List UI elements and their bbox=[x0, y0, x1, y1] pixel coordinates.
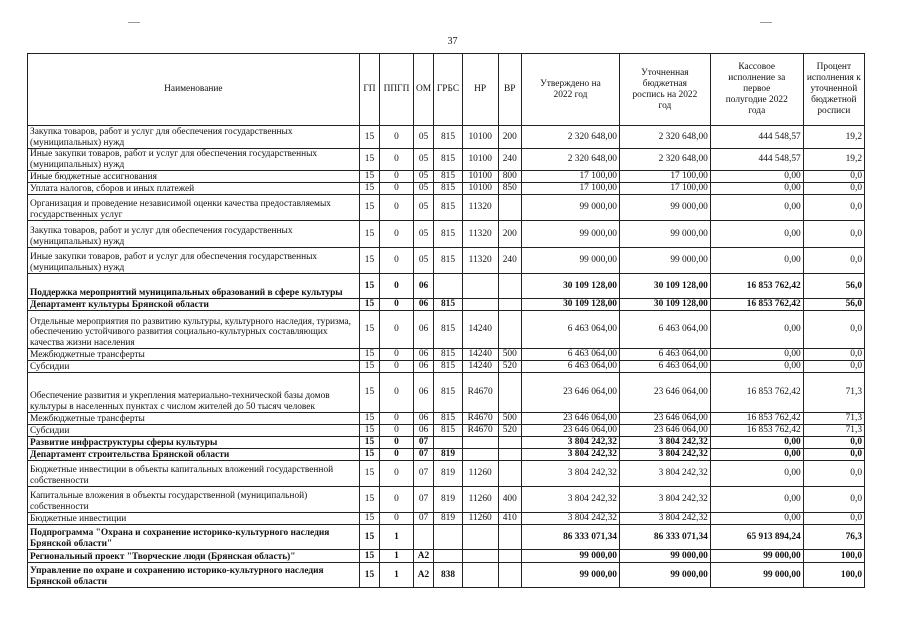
cell-ppgp: 0 bbox=[380, 461, 414, 487]
cell-approved: 99 000,00 bbox=[521, 550, 619, 563]
cell-np: 10100 bbox=[462, 126, 498, 149]
cell-ppgp: 0 bbox=[380, 221, 414, 248]
cell-om: 06 bbox=[413, 349, 433, 361]
cell-gp: 15 bbox=[359, 437, 379, 449]
cell-om: 07 bbox=[413, 487, 433, 513]
cell-cash: 0,00 bbox=[710, 513, 803, 525]
cell-percent: 76,3 bbox=[803, 525, 864, 550]
cell-grbs bbox=[434, 525, 463, 550]
cell-vr bbox=[498, 274, 521, 299]
cell-om: 06 bbox=[413, 373, 433, 413]
cell-name: Управление по охране и сохранению историко-культурного наследия Брянской области bbox=[28, 563, 360, 588]
cell-cash: 0,00 bbox=[710, 311, 803, 349]
scan-mark-right bbox=[760, 22, 772, 23]
table-row bbox=[28, 563, 865, 588]
cell-gp: 15 bbox=[359, 513, 379, 525]
cell-cash: 0,00 bbox=[710, 171, 803, 183]
cell-ppgp: 0 bbox=[380, 437, 414, 449]
cell-gp: 15 bbox=[359, 373, 379, 413]
cell-om: 06 bbox=[413, 274, 433, 299]
cell-np bbox=[462, 274, 498, 299]
table-row bbox=[28, 274, 865, 299]
cell-grbs: 815 bbox=[434, 413, 463, 425]
cell-approved: 3 804 242,32 bbox=[521, 449, 619, 461]
cell-gp: 15 bbox=[359, 311, 379, 349]
table-row bbox=[28, 373, 865, 413]
cell-name: Межбюджетные трансферты bbox=[28, 349, 360, 361]
cell-grbs: 815 bbox=[434, 221, 463, 248]
col-header-name: Наименование bbox=[28, 54, 360, 126]
cell-om bbox=[413, 525, 433, 550]
cell-vr bbox=[498, 195, 521, 221]
cell-cash: 0,00 bbox=[710, 461, 803, 487]
cell-grbs: 815 bbox=[434, 361, 463, 373]
cell-percent: 0,0 bbox=[803, 195, 864, 221]
cell-cash: 16 853 762,42 bbox=[710, 274, 803, 299]
cell-name: Закупка товаров, работ и услуг для обеспечения государственных (муниципальных) нужд bbox=[28, 126, 360, 149]
col-header-om: ОМ bbox=[413, 54, 433, 126]
cell-vr: 500 bbox=[498, 413, 521, 425]
cell-om: 07 bbox=[413, 513, 433, 525]
cell-refined: 30 109 128,00 bbox=[619, 299, 710, 311]
table-row bbox=[28, 248, 865, 274]
cell-gp: 15 bbox=[359, 248, 379, 274]
cell-np: 10100 bbox=[462, 149, 498, 171]
cell-gp: 15 bbox=[359, 525, 379, 550]
cell-np: 11260 bbox=[462, 461, 498, 487]
cell-vr: 240 bbox=[498, 149, 521, 171]
cell-np: 14240 bbox=[462, 349, 498, 361]
table-row bbox=[28, 361, 865, 373]
cell-grbs: 815 bbox=[434, 373, 463, 413]
cell-name: Иные бюджетные ассигнования bbox=[28, 171, 360, 183]
cell-gp: 15 bbox=[359, 563, 379, 588]
cell-vr: 500 bbox=[498, 349, 521, 361]
cell-approved: 99 000,00 bbox=[521, 195, 619, 221]
cell-refined: 17 100,00 bbox=[619, 183, 710, 195]
budget-execution-table bbox=[27, 53, 865, 588]
cell-om: 06 bbox=[413, 425, 433, 437]
cell-np: 11320 bbox=[462, 195, 498, 221]
cell-percent: 0,0 bbox=[803, 171, 864, 183]
cell-np: 10100 bbox=[462, 183, 498, 195]
cell-approved: 6 463 064,00 bbox=[521, 311, 619, 349]
cell-grbs: 815 bbox=[434, 248, 463, 274]
cell-percent: 0,0 bbox=[803, 461, 864, 487]
cell-name: Субсидии bbox=[28, 361, 360, 373]
cell-ppgp: 0 bbox=[380, 349, 414, 361]
cell-grbs: 815 bbox=[434, 299, 463, 311]
cell-cash: 16 853 762,42 bbox=[710, 425, 803, 437]
cell-approved: 17 100,00 bbox=[521, 183, 619, 195]
table-row bbox=[28, 183, 865, 195]
table-body bbox=[28, 126, 865, 588]
cell-name: Региональный проект "Творческие люди (Брянская область)" bbox=[28, 550, 360, 563]
cell-approved: 3 804 242,32 bbox=[521, 437, 619, 449]
cell-om: 06 bbox=[413, 413, 433, 425]
cell-vr: 800 bbox=[498, 171, 521, 183]
scan-mark-left bbox=[128, 22, 140, 23]
cell-name: Развитие инфраструктуры сферы культуры bbox=[28, 437, 360, 449]
col-header-grbs: ГРБС bbox=[434, 54, 463, 126]
table-row bbox=[28, 311, 865, 349]
cell-gp: 15 bbox=[359, 299, 379, 311]
cell-ppgp: 0 bbox=[380, 274, 414, 299]
cell-np: 11260 bbox=[462, 487, 498, 513]
cell-refined: 99 000,00 bbox=[619, 195, 710, 221]
cell-gp: 15 bbox=[359, 487, 379, 513]
cell-np bbox=[462, 563, 498, 588]
cell-vr bbox=[498, 461, 521, 487]
cell-np: 11260 bbox=[462, 513, 498, 525]
cell-cash: 0,00 bbox=[710, 361, 803, 373]
cell-refined: 99 000,00 bbox=[619, 248, 710, 274]
cell-name: Департамент строительства Брянской области bbox=[28, 449, 360, 461]
cell-refined: 23 646 064,00 bbox=[619, 413, 710, 425]
cell-refined: 3 804 242,32 bbox=[619, 487, 710, 513]
cell-gp: 15 bbox=[359, 171, 379, 183]
cell-ppgp: 0 bbox=[380, 299, 414, 311]
cell-refined: 17 100,00 bbox=[619, 171, 710, 183]
col-header-refined: Уточненная бюджетная роспись на 2022 год bbox=[619, 54, 710, 126]
cell-name: Поддержка мероприятий муниципальных образований в сфере культуры bbox=[28, 274, 360, 299]
cell-name: Бюджетные инвестиции bbox=[28, 513, 360, 525]
table-row bbox=[28, 299, 865, 311]
cell-grbs: 819 bbox=[434, 513, 463, 525]
cell-percent: 100,0 bbox=[803, 550, 864, 563]
table-row bbox=[28, 171, 865, 183]
cell-approved: 30 109 128,00 bbox=[521, 274, 619, 299]
cell-name: Бюджетные инвестиции в объекты капитальных вложений государственной собственности bbox=[28, 461, 360, 487]
cell-percent: 0,0 bbox=[803, 487, 864, 513]
col-header-gp: ГП bbox=[359, 54, 379, 126]
cell-percent: 0,0 bbox=[803, 349, 864, 361]
cell-ppgp: 0 bbox=[380, 449, 414, 461]
cell-gp: 15 bbox=[359, 550, 379, 563]
table-row bbox=[28, 221, 865, 248]
cell-ppgp: 0 bbox=[380, 513, 414, 525]
cell-cash: 65 913 894,24 bbox=[710, 525, 803, 550]
cell-ppgp: 0 bbox=[380, 487, 414, 513]
cell-np bbox=[462, 449, 498, 461]
cell-np: 14240 bbox=[462, 361, 498, 373]
table-row bbox=[28, 513, 865, 525]
cell-grbs bbox=[434, 274, 463, 299]
cell-percent: 0,0 bbox=[803, 248, 864, 274]
cell-refined: 99 000,00 bbox=[619, 563, 710, 588]
cell-gp: 15 bbox=[359, 413, 379, 425]
cell-grbs bbox=[434, 550, 463, 563]
cell-name: Уплата налогов, сборов и иных платежей bbox=[28, 183, 360, 195]
cell-percent: 0,0 bbox=[803, 437, 864, 449]
cell-approved: 2 320 648,00 bbox=[521, 149, 619, 171]
cell-np: 10100 bbox=[462, 171, 498, 183]
cell-refined: 23 646 064,00 bbox=[619, 373, 710, 413]
cell-ppgp: 0 bbox=[380, 413, 414, 425]
cell-refined: 23 646 064,00 bbox=[619, 425, 710, 437]
cell-approved: 3 804 242,32 bbox=[521, 487, 619, 513]
page-number: 37 bbox=[447, 36, 458, 47]
cell-cash: 0,00 bbox=[710, 349, 803, 361]
cell-grbs: 815 bbox=[434, 425, 463, 437]
cell-om: 06 bbox=[413, 299, 433, 311]
cell-refined: 2 320 648,00 bbox=[619, 126, 710, 149]
cell-name: Закупка товаров, работ и услуг для обеспечения государственных (муниципальных) нужд bbox=[28, 221, 360, 248]
cell-name: Межбюджетные трансферты bbox=[28, 413, 360, 425]
cell-percent: 19,2 bbox=[803, 126, 864, 149]
cell-vr: 240 bbox=[498, 248, 521, 274]
cell-grbs: 815 bbox=[434, 149, 463, 171]
cell-np bbox=[462, 550, 498, 563]
cell-approved: 17 100,00 bbox=[521, 171, 619, 183]
cell-vr bbox=[498, 550, 521, 563]
cell-refined: 6 463 064,00 bbox=[619, 361, 710, 373]
table-row bbox=[28, 425, 865, 437]
cell-ppgp: 1 bbox=[380, 525, 414, 550]
cell-vr: 520 bbox=[498, 425, 521, 437]
cell-om: 06 bbox=[413, 311, 433, 349]
cell-cash: 0,00 bbox=[710, 248, 803, 274]
cell-approved: 2 320 648,00 bbox=[521, 126, 619, 149]
cell-vr bbox=[498, 525, 521, 550]
cell-grbs: 815 bbox=[434, 126, 463, 149]
cell-name: Подпрограмма "Охрана и сохранение историко-культурного наследия Брянской области" bbox=[28, 525, 360, 550]
cell-vr: 410 bbox=[498, 513, 521, 525]
cell-grbs: 815 bbox=[434, 311, 463, 349]
cell-name: Иные закупки товаров, работ и услуг для обеспечения государственных (муниципальных) нужд bbox=[28, 149, 360, 171]
cell-om: 07 bbox=[413, 449, 433, 461]
cell-gp: 15 bbox=[359, 126, 379, 149]
cell-refined: 6 463 064,00 bbox=[619, 349, 710, 361]
cell-cash: 0,00 bbox=[710, 449, 803, 461]
table-row bbox=[28, 126, 865, 149]
cell-approved: 23 646 064,00 bbox=[521, 373, 619, 413]
cell-om: 05 bbox=[413, 171, 433, 183]
cell-percent: 56,0 bbox=[803, 299, 864, 311]
cell-grbs: 819 bbox=[434, 449, 463, 461]
cell-grbs: 815 bbox=[434, 171, 463, 183]
cell-np bbox=[462, 437, 498, 449]
cell-cash: 0,00 bbox=[710, 487, 803, 513]
cell-gp: 15 bbox=[359, 349, 379, 361]
cell-cash: 16 853 762,42 bbox=[710, 373, 803, 413]
cell-ppgp: 0 bbox=[380, 126, 414, 149]
cell-grbs: 819 bbox=[434, 487, 463, 513]
cell-percent: 0,0 bbox=[803, 449, 864, 461]
cell-percent: 71,3 bbox=[803, 373, 864, 413]
cell-refined: 3 804 242,32 bbox=[619, 513, 710, 525]
cell-approved: 3 804 242,32 bbox=[521, 461, 619, 487]
cell-ppgp: 0 bbox=[380, 311, 414, 349]
cell-np: R4670 bbox=[462, 413, 498, 425]
cell-cash: 99 000,00 bbox=[710, 563, 803, 588]
cell-percent: 56,0 bbox=[803, 274, 864, 299]
cell-percent: 71,3 bbox=[803, 413, 864, 425]
cell-refined: 3 804 242,32 bbox=[619, 461, 710, 487]
cell-refined: 2 320 648,00 bbox=[619, 149, 710, 171]
cell-refined: 99 000,00 bbox=[619, 221, 710, 248]
cell-refined: 30 109 128,00 bbox=[619, 274, 710, 299]
table-row bbox=[28, 437, 865, 449]
table-row bbox=[28, 525, 865, 550]
cell-approved: 6 463 064,00 bbox=[521, 361, 619, 373]
cell-cash: 99 000,00 bbox=[710, 550, 803, 563]
cell-ppgp: 1 bbox=[380, 563, 414, 588]
cell-vr bbox=[498, 373, 521, 413]
cell-om: 05 bbox=[413, 149, 433, 171]
cell-om: 07 bbox=[413, 437, 433, 449]
cell-name: Организация и проведение независимой оценки качества предоставляемых государственных услуг bbox=[28, 195, 360, 221]
cell-grbs: 815 bbox=[434, 195, 463, 221]
cell-gp: 15 bbox=[359, 195, 379, 221]
cell-om: 05 bbox=[413, 183, 433, 195]
cell-cash: 444 548,57 bbox=[710, 126, 803, 149]
cell-vr: 200 bbox=[498, 221, 521, 248]
cell-om: 06 bbox=[413, 361, 433, 373]
cell-grbs: 819 bbox=[434, 461, 463, 487]
cell-approved: 99 000,00 bbox=[521, 248, 619, 274]
table-row bbox=[28, 461, 865, 487]
cell-ppgp: 0 bbox=[380, 248, 414, 274]
cell-name: Департамент культуры Брянской области bbox=[28, 299, 360, 311]
cell-gp: 15 bbox=[359, 461, 379, 487]
cell-om: 07 bbox=[413, 461, 433, 487]
col-header-vr: ВР bbox=[498, 54, 521, 126]
cell-gp: 15 bbox=[359, 149, 379, 171]
cell-vr bbox=[498, 437, 521, 449]
cell-grbs: 838 bbox=[434, 563, 463, 588]
cell-np bbox=[462, 299, 498, 311]
cell-percent: 0,0 bbox=[803, 183, 864, 195]
cell-approved: 86 333 071,34 bbox=[521, 525, 619, 550]
cell-percent: 0,0 bbox=[803, 221, 864, 248]
cell-gp: 15 bbox=[359, 183, 379, 195]
cell-ppgp: 0 bbox=[380, 183, 414, 195]
cell-refined: 6 463 064,00 bbox=[619, 311, 710, 349]
cell-name: Обеспечение развития и укрепления материально-технической базы домов культуры в населенных пунктах с числом жителей до 50 тысяч человек bbox=[28, 373, 360, 413]
cell-cash: 16 853 762,42 bbox=[710, 299, 803, 311]
cell-gp: 15 bbox=[359, 425, 379, 437]
cell-grbs: 815 bbox=[434, 183, 463, 195]
table-row bbox=[28, 487, 865, 513]
cell-approved: 6 463 064,00 bbox=[521, 349, 619, 361]
cell-approved: 23 646 064,00 bbox=[521, 425, 619, 437]
cell-percent: 71,3 bbox=[803, 425, 864, 437]
cell-approved: 23 646 064,00 bbox=[521, 413, 619, 425]
cell-refined: 86 333 071,34 bbox=[619, 525, 710, 550]
table-row bbox=[28, 149, 865, 171]
cell-cash: 16 853 762,42 bbox=[710, 413, 803, 425]
cell-ppgp: 0 bbox=[380, 195, 414, 221]
cell-gp: 15 bbox=[359, 449, 379, 461]
table-row bbox=[28, 550, 865, 563]
cell-vr: 520 bbox=[498, 361, 521, 373]
cell-cash: 0,00 bbox=[710, 437, 803, 449]
cell-om: 05 bbox=[413, 126, 433, 149]
col-header-percent: Процент исполнения к уточненной бюджетной росписи bbox=[803, 54, 864, 126]
cell-grbs: 815 bbox=[434, 349, 463, 361]
table-row bbox=[28, 449, 865, 461]
cell-np: 11320 bbox=[462, 248, 498, 274]
cell-vr: 200 bbox=[498, 126, 521, 149]
cell-np: R4670 bbox=[462, 373, 498, 413]
cell-om: 05 bbox=[413, 221, 433, 248]
cell-refined: 3 804 242,32 bbox=[619, 437, 710, 449]
cell-vr bbox=[498, 311, 521, 349]
cell-np: 14240 bbox=[462, 311, 498, 349]
col-header-np: НР bbox=[462, 54, 498, 126]
cell-name: Отдельные мероприятия по развитию культуры, культурного наследия, туризма, обеспечению устойчивого развития социально-культурных составляющих качества жизни населения bbox=[28, 311, 360, 349]
cell-om: A2 bbox=[413, 563, 433, 588]
cell-om: A2 bbox=[413, 550, 433, 563]
cell-gp: 15 bbox=[359, 274, 379, 299]
col-header-approved: Утверждено на 2022 год bbox=[521, 54, 619, 126]
cell-percent: 0,0 bbox=[803, 513, 864, 525]
cell-om: 05 bbox=[413, 248, 433, 274]
cell-cash: 444 548,57 bbox=[710, 149, 803, 171]
table-row bbox=[28, 349, 865, 361]
table-row bbox=[28, 195, 865, 221]
cell-approved: 99 000,00 bbox=[521, 563, 619, 588]
cell-vr: 850 bbox=[498, 183, 521, 195]
cell-name: Капитальные вложения в объекты государственной (муниципальной) собственности bbox=[28, 487, 360, 513]
cell-cash: 0,00 bbox=[710, 195, 803, 221]
col-header-cash: Кассовое исполнение за первое полугодие 2022 года bbox=[710, 54, 803, 126]
cell-ppgp: 0 bbox=[380, 373, 414, 413]
col-header-ppgp: ППГП bbox=[380, 54, 414, 126]
cell-approved: 30 109 128,00 bbox=[521, 299, 619, 311]
cell-np: 11320 bbox=[462, 221, 498, 248]
cell-vr bbox=[498, 449, 521, 461]
cell-gp: 15 bbox=[359, 221, 379, 248]
cell-refined: 99 000,00 bbox=[619, 550, 710, 563]
header-row bbox=[28, 54, 865, 126]
cell-name: Субсидии bbox=[28, 425, 360, 437]
cell-approved: 99 000,00 bbox=[521, 221, 619, 248]
cell-np bbox=[462, 525, 498, 550]
cell-approved: 3 804 242,32 bbox=[521, 513, 619, 525]
cell-name: Иные закупки товаров, работ и услуг для обеспечения государственных (муниципальных) нужд bbox=[28, 248, 360, 274]
cell-ppgp: 0 bbox=[380, 425, 414, 437]
cell-ppgp: 0 bbox=[380, 171, 414, 183]
cell-om: 05 bbox=[413, 195, 433, 221]
cell-percent: 0,0 bbox=[803, 311, 864, 349]
cell-np: R4670 bbox=[462, 425, 498, 437]
cell-vr bbox=[498, 299, 521, 311]
cell-percent: 0,0 bbox=[803, 361, 864, 373]
cell-vr bbox=[498, 563, 521, 588]
cell-ppgp: 1 bbox=[380, 550, 414, 563]
cell-gp: 15 bbox=[359, 361, 379, 373]
table-row bbox=[28, 413, 865, 425]
cell-ppgp: 0 bbox=[380, 361, 414, 373]
cell-cash: 0,00 bbox=[710, 221, 803, 248]
cell-refined: 3 804 242,32 bbox=[619, 449, 710, 461]
cell-ppgp: 0 bbox=[380, 149, 414, 171]
cell-grbs bbox=[434, 437, 463, 449]
cell-vr: 400 bbox=[498, 487, 521, 513]
cell-cash: 0,00 bbox=[710, 183, 803, 195]
cell-percent: 100,0 bbox=[803, 563, 864, 588]
cell-percent: 19,2 bbox=[803, 149, 864, 171]
